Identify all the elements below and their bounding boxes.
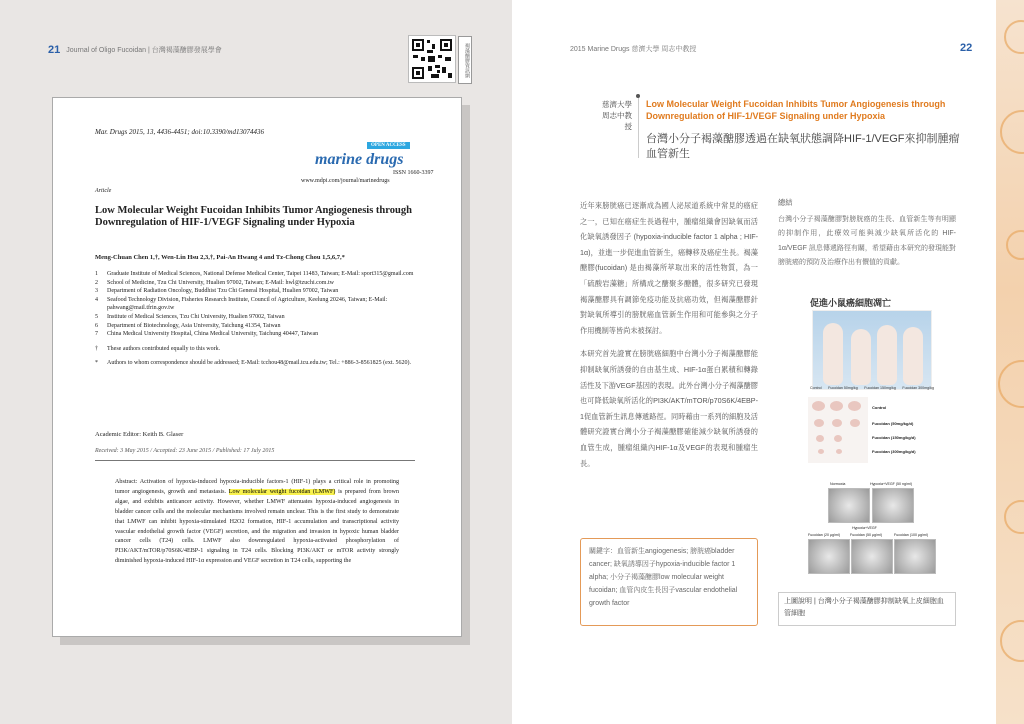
tumor-image	[816, 435, 824, 442]
affiliation-item: 1 Graduate Institute of Medical Sciences, National Defense Medical Center, Taipei 11483, Taiwan; E-Mail: sport315@gmail.com	[95, 271, 414, 277]
summary-text: 台灣小分子褐藻醣膠對膀胱癌的生長、血管新生等有明顯的抑制作用，此療效可能與減少缺氧所活化的 HIF-1α/VEGF 訊息傳遞路徑有關，希望藉由本研究的發現能對膀胱癌的預防及治療作出有價值的貢獻。	[778, 216, 956, 266]
tumor-image	[832, 419, 842, 427]
author-note: † These authors contributed equally to this work.	[95, 345, 221, 352]
keywords-box: 關鍵字：血管新生angiogenesis; 膀胱癌bladder cancer; 缺氧誘導因子hypoxia-inducible factor 1 alpha; 小分子褐藻醣膠low molecular weight fucoidan; 血管內皮生長因子vascular endothelial growth factor	[580, 538, 758, 626]
right-page-number: 22	[960, 42, 973, 54]
micro-image	[894, 539, 936, 574]
body-column-1	[580, 198, 758, 479]
mice-labels: Control Fucoidan 50mg/kg Fucoidan 150mg/kg Fucoidan 300mg/kg	[810, 386, 934, 390]
abstract-highlight: Low molecular weight fucoidan (LMWF)	[228, 488, 336, 495]
micro-image	[828, 488, 870, 523]
affiliation-item: 7 China Medical University Hospital, China Medical University, Taichung 40447, Taiwan	[95, 331, 319, 338]
tumor-image	[812, 401, 825, 411]
tumor-label: Fucoidan (300mg/kg/d)	[872, 449, 916, 454]
paper-authors: Meng-Chuan Chen 1,†, Wen-Lin Hsu 2,3,†, Pai-An Hwang 4 and Tz-Chong Chou 1,5,6,7,*	[95, 254, 345, 261]
tumor-image	[818, 449, 824, 454]
left-page-number: 21	[48, 44, 61, 56]
tumor-image	[814, 419, 824, 427]
journal-name: marine drugs	[315, 151, 404, 168]
micro-label: Hypoxia+VEGF (50 ng/ml)	[870, 482, 913, 486]
title-divider	[638, 94, 639, 158]
tumor-image	[836, 449, 842, 454]
micro-label: Fucoidan (100 μg/ml)	[894, 533, 929, 537]
qr-code-icon[interactable]	[408, 35, 456, 83]
paper-citation: Mar. Drugs 2015, 13, 4436-4451; doi:10.3390/md13074436	[95, 128, 264, 136]
affiliation-item: 3 Department of Radiation Oncology, Buddhist Tzu Chi General Hospital, Hualien 97002, Taiwan	[95, 288, 339, 295]
journal-website: www.mdpi.com/journal/marinedrugs	[301, 178, 390, 184]
paper-dates: Received: 3 May 2015 / Accepted: 23 June 2015 / Published: 17 July 2015	[95, 448, 275, 454]
academic-editor: Academic Editor: Keith B. Glaser	[95, 431, 184, 438]
micro-label: Fucoidan (20 μg/ml)	[808, 533, 841, 537]
tumor-image	[848, 401, 861, 411]
qr-label: 褐藻醣膠資訊網	[458, 36, 472, 84]
microscopy-figure	[808, 482, 936, 586]
paper-abstract: Abstract: Activation of hypoxia-induced hypoxia-inducible factors-1 (HIF-1) plays a critical role in promoting tumor angiogenesis, growth and metastasis. Low molecular weight fucoidan (LMWF) is prepared from brown algae, and exhibits anticancer activity. However, whether LMWF attenuates hypoxia-induced angiogenesis in bladder cancer cells and the molecular mechanisms involved remain unclear. This is the first study to demonstrate that LMWF can inhibit hypoxia-stimulated H2O2 formation, HIF-1 accumulation and transcriptional activity vascular endothelial growth factor (VEGF) secretion, and the migration and invasion in hypoxic human bladder cancer cells (T24) cells. LMWF also downregulated hypoxia-activated phosphorylation of PI3K/AKT/mTOR/p70S6K/4EBP-1 signaling in T24 cells. Blocking PI3K/AKT or mTOR activity strongly diminished hypoxia-induced HIF-1α expression and VEGF secretion in T24 cells, supporting the	[115, 479, 400, 565]
open-access-badge: OPEN ACCESS	[367, 142, 410, 149]
affiliations	[95, 270, 445, 368]
affiliation-item: 2 School of Medicine, Tzu Chi University, Hualien 97002, Taiwan; E-Mail: hwl@tzuchi.com.tw	[95, 279, 334, 286]
article-type: Article	[95, 188, 112, 194]
micro-label: Fucoidan (50 μg/ml)	[850, 533, 883, 537]
chinese-title: 台灣小分子褐藻醣膠透過在缺氧狀態調降HIF-1/VEGF來抑制腫瘤血管新生	[646, 133, 960, 160]
tumor-image	[830, 401, 843, 411]
left-header-text: Journal of Oligo Fucoidan | 台灣褐藻醣膠發展學會	[66, 47, 222, 54]
left-page-header	[48, 44, 222, 56]
summary-heading: 總結	[778, 198, 793, 207]
journal-issn: ISSN 1660-3397	[393, 170, 434, 176]
institution-label: 慈濟大學 周志中教授	[602, 100, 632, 131]
decorative-border	[996, 0, 1024, 724]
paper-snapshot	[52, 97, 462, 637]
tumor-label: Fucoidan (150mg/kg/d)	[872, 435, 916, 440]
body-paragraph: 本研究首先證實在膀胱癌細胞中台灣小分子褐藻醣膠能抑制缺氧所誘發的自由基生成、HIF-1α蛋白累積和轉錄活性及下游VEGF基因的表現。此外台灣小分子褐藻醣膠也可降低缺氧所活化的PI3K/AKT/mTOR/p70S6K/4EBP-1促血管新生訊息傳遞路徑。同時藉由一系列的細胞及活體研究證實台灣小分子褐藻醣膠確能減少缺氧所誘發的血管生成，腫瘤組織內HIF-1α及VEGF的表現和腫瘤生長。	[580, 349, 758, 468]
micro-image	[872, 488, 914, 523]
paper-title: Low Molecular Weight Fucoidan Inhibits Tumor Angiogenesis through Downregulation of HIF-1/VEGF Signaling under Hypoxia	[95, 205, 412, 228]
tumor-label: Control	[872, 405, 887, 410]
tumor-image	[834, 435, 842, 442]
affiliation-item: 5 Institute of Medical Sciences, Tzu Chi University, Hualien 97002, Taiwan	[95, 313, 285, 320]
mouse-image	[851, 329, 871, 385]
body-paragraph: 近年來膀胱癌已逐漸成為國人泌尿道系統中常見的癌症之一，已知在癌症生長過程中，腫瘤組織會因缺氧而活化缺氧誘發因子 (hypoxia-inducible factor 1 alpha ; HIF-1α)，並進一步促進血管新生，癌轉移及癌症生長。褐藻醣膠(fucoidan) 是由褐藻所萃取出來的活性物質，為一「硫酸岩藻糖」所構成之醣聚多醣體，很多研究已發現褐藻醣膠具有調節免疫功能及抗癌功效，但褐藻醣膠針對缺氧所導引的膀胱癌血管新生作用和可能參與之分子作用機制等皆尚未被探討。	[580, 201, 758, 335]
mouse-image	[903, 327, 923, 385]
divider	[95, 460, 415, 461]
micro-image	[808, 539, 850, 574]
figure-caption: 上圖說明 | 台灣小分子褐藻醣膠抑制缺氧上皮細胞血管細胞	[778, 592, 956, 626]
right-page-header: 2015 Marine Drugs 慈濟大學 周志中教授	[570, 46, 697, 53]
micro-label: Normoxia	[830, 482, 846, 486]
mice-photo	[812, 310, 932, 390]
figure-title: 促進小鼠癌細胞凋亡	[810, 298, 892, 308]
affiliation-item: 6 Department of Biotechnology, Asia University, Taichung 41354, Taiwan	[95, 322, 281, 329]
tumor-image	[850, 419, 860, 427]
micro-label: Hypoxia+VEGF	[852, 526, 877, 530]
title-divider-dot	[636, 94, 640, 98]
english-title: Low Molecular Weight Fucoidan Inhibits Tumor Angiogenesis through Downregulation of HIF-1/VEGF Signaling under Hypoxia	[646, 99, 946, 121]
tumor-photo	[808, 397, 868, 463]
micro-image	[851, 539, 893, 574]
correspondence-note: * Authors to whom correspondence should be addressed; E-Mail: tcchou48@mail.tcu.edu.tw; Tel.: +886-3-8561825 (ext. 5620).	[95, 360, 411, 367]
tumor-label: Fucoidan (50mg/kg/d)	[872, 421, 914, 426]
mouse-image	[877, 325, 897, 385]
mouse-image	[823, 323, 843, 385]
affiliation-item: 4 Seafood Technology Division, Fisheries Research Institute, Council of Agriculture, Keelung 20246, Taiwan; E-Mail: pahwang@mail.tfrin.gov.tw	[95, 296, 388, 312]
